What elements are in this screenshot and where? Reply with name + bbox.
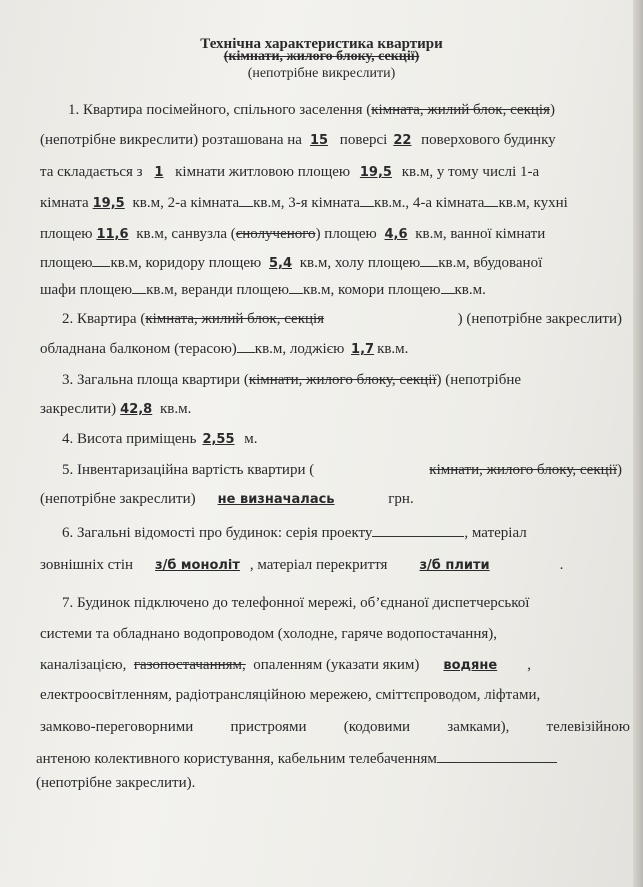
loggia-value: 1,7 [351, 342, 375, 357]
living-area-value: 19,5 [359, 165, 392, 180]
rooms-value: 1 [154, 165, 164, 180]
total-area-value: 42,8 [120, 402, 153, 417]
p1-line6: площею кв.м, коридору площею 5,4 кв.м, холу площею кв.м, вбудованої [40, 255, 543, 271]
floors-total-value: 22 [393, 133, 412, 148]
floor-value: 15 [309, 133, 329, 148]
room1-value: 19,5 [92, 196, 125, 211]
p1-line5: площею 11,6 кв.м, санвузла (єнолученого) площею 4,6 кв.м, ванної кімнати [40, 226, 546, 242]
p1-line2: (непотрібне викреслити) розташована на 15 поверсі 22 поверхового будинку [40, 132, 556, 148]
p7-line4: електроосвітленням, радіотрансляційною мережею, сміттєпроводом, ліфтами, [40, 687, 541, 703]
p3-line2: закреслити) 42,8 кв.м. [40, 401, 192, 417]
p7-line2: системи та обладнано водопроводом (холодне, гаряче водопостачання), [40, 626, 498, 642]
p1-line1: 1. Квартира посімейного, спільного заселення (кімната, жилий блок, секція) [68, 102, 555, 118]
p7-line5: замково-переговорними пристроями (кодовими замками), телевізійною [40, 719, 630, 735]
p6-line1: 6. Загальні відомості про будинок: серія проекту , матеріал [62, 525, 527, 541]
p1-line3: та складається з 1 кімнати житловою площею 19,5 кв.м, у тому числі 1-а [40, 164, 540, 180]
p7-line6: антеною колективного користування, кабельним телебаченням [36, 750, 557, 768]
page-subtitle: (кімнати, жилого блоку, секції) [223, 49, 420, 64]
bathroom-value: 4,6 [384, 227, 408, 242]
floors-material-value: з/б плити [419, 558, 490, 573]
p4-line1: 4. Висота приміщень 2,55 м. [62, 431, 258, 447]
page-title: Технічна характеристика квартири [200, 36, 443, 52]
page-note: (непотрібне викреслити) [247, 66, 396, 81]
heating-value: водяне [443, 658, 498, 673]
p7-line1: 7. Будинок підключено до телефонної мережі, об’єднаної диспетчерської [62, 595, 530, 611]
p3-line1: 3. Загальна площа квартири (кімнати, жилого блоку, секції) (непотрібне [62, 372, 522, 388]
kitchen-value: 11,6 [96, 227, 129, 242]
p5-line1: 5. Інвентаризаційна вартість квартири ( кімнати, жилого блоку, секції) [62, 462, 622, 478]
p2-line1: 2. Квартира (кімната, жилий блок, секція ) (непотрібне закреслити) [62, 311, 622, 327]
height-value: 2,55 [202, 432, 235, 447]
p2-line2: обладнана балконом (терасою) кв.м, лоджією 1,7 кв.м. [40, 341, 409, 357]
walls-value: з/б моноліт [155, 558, 240, 573]
p1-line4: кімната 19,5 кв.м, 2-а кімната кв.м, 3-я кімната кв.м., 4-а кімната кв.м, кухні [40, 195, 568, 211]
p6-line2: зовнішніх стін з/б моноліт , матеріал перекриття з/б плити . [40, 557, 564, 573]
p1-line7: шафи площею кв.м, веранди площею кв.м, комори площею кв.м. [40, 282, 486, 298]
corridor-value: 5,4 [268, 256, 292, 271]
p5-line2: (непотрібне закреслити) не визначалась грн. [40, 491, 414, 507]
p7-line7: (непотрібне закреслити). [36, 775, 196, 791]
inventory-value: не визначалась [217, 492, 335, 507]
page-edge [633, 0, 643, 887]
p7-line3: каналізацією, газопостачанням, опаленням (указати яким) водяне , [40, 657, 531, 673]
